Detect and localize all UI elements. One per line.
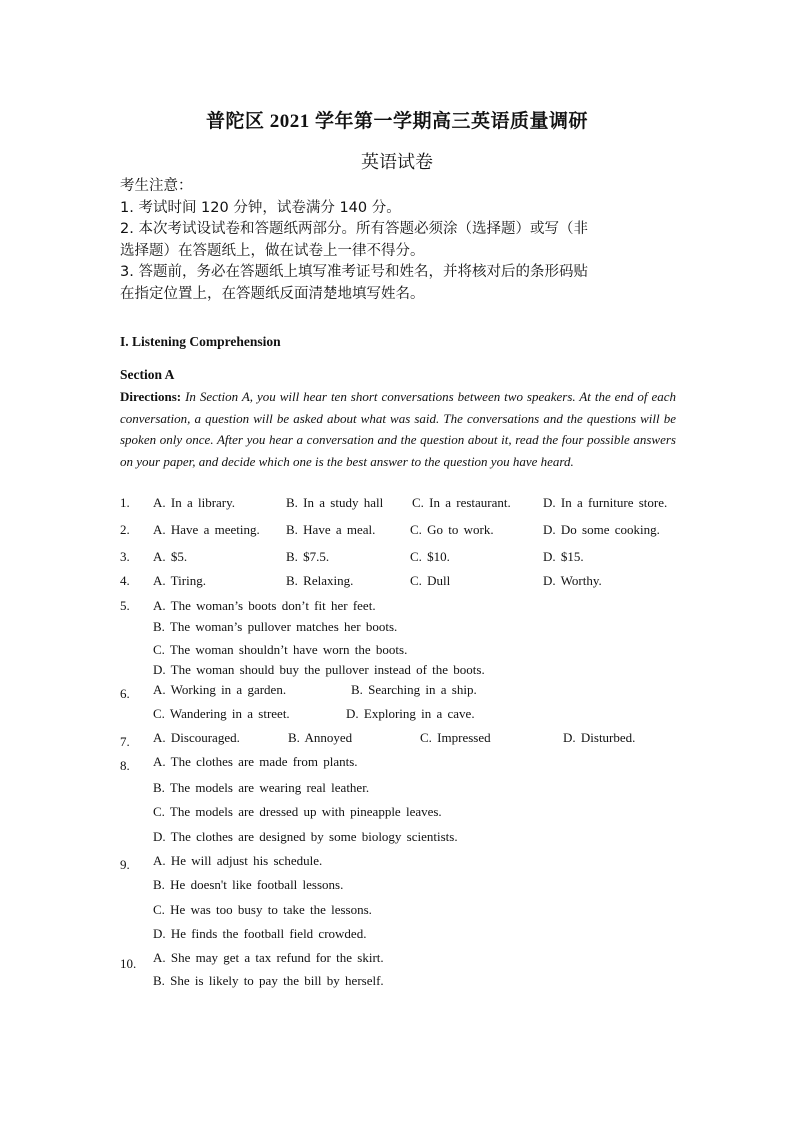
option-b: B. He doesn't like football lessons. [153, 877, 344, 892]
option-d: D. The clothes are designed by some biology scientists. [153, 829, 458, 844]
option-a: A. Tiring. [153, 573, 206, 588]
question-number: 8. [120, 758, 130, 773]
question-number: 4. [120, 573, 130, 588]
notice-line: 在指定位置上，在答题纸反面清楚地填写姓名。 [120, 285, 425, 302]
option-d: D. Do some cooking. [543, 522, 660, 537]
notice-heading: 考生注意： [120, 178, 193, 194]
option-d: D. In a furniture store. [543, 495, 668, 510]
option-d: D. $15. [543, 549, 584, 564]
option-a: A. She may get a tax refund for the skirt. [153, 950, 384, 965]
option-c: C. Wandering in a street. [153, 706, 290, 721]
option-c: C. The woman shouldn’t have worn the boots. [153, 642, 408, 657]
question-number: 1. [120, 495, 130, 510]
exam-subtitle: 英语试卷 [361, 152, 433, 172]
exam-title: 普陀区 2021 学年第一学期高三英语质量调研 [205, 111, 588, 132]
question-number: 2. [120, 522, 130, 537]
candidate-notice [120, 176, 680, 305]
option-c: C. The models are dressed up with pineapple leaves. [153, 804, 442, 819]
option-a: A. The clothes are made from plants. [153, 754, 358, 769]
option-a: A. In a library. [153, 495, 236, 510]
option-b: B. Have a meal. [286, 522, 376, 537]
option-b: B. Relaxing. [286, 573, 354, 588]
option-c: C. Dull [410, 573, 451, 588]
option-d: D. Worthy. [543, 573, 602, 588]
option-c: C. In a restaurant. [412, 495, 511, 510]
question-number: 3. [120, 549, 130, 564]
option-b: B. The woman’s pullover matches her boots. [153, 619, 398, 634]
notice-line: 3. 答题前，务必在答题纸上填写准考证号和姓名，并将核对后的条形码贴 [120, 264, 588, 280]
directions [120, 386, 676, 472]
question-number: 5. [120, 598, 130, 613]
option-d: D. Exploring in a cave. [346, 706, 475, 721]
option-a: A. Discouraged. [153, 730, 240, 745]
option-c: C. Impressed [420, 730, 491, 745]
option-a: A. He will adjust his schedule. [153, 853, 323, 868]
option-d: D. He finds the football field crowded. [153, 926, 367, 941]
option-d: D. Disturbed. [563, 730, 636, 745]
notice-line: 选择题）在答题纸上，做在试卷上一律不得分。 [120, 242, 425, 259]
question-number: 9. [120, 857, 130, 872]
notice-line: 1. 考试时间 120 分钟，试卷满分 140 分。 [120, 199, 401, 216]
directions-label: Directions: [120, 389, 182, 404]
option-b: B. Searching in a ship. [351, 682, 477, 697]
option-b: B. In a study hall [286, 495, 384, 510]
option-b: B. The models are wearing real leather. [153, 780, 370, 795]
question-number: 10. [120, 956, 137, 971]
option-b: B. She is likely to pay the bill by herself. [153, 973, 384, 988]
option-a: A. $5. [153, 549, 188, 564]
option-d: D. The woman should buy the pullover instead of the boots. [153, 662, 485, 677]
question-number: 6. [120, 686, 130, 701]
question-number: 7. [120, 734, 130, 749]
section-heading: Section A [120, 367, 175, 382]
option-a: A. Have a meeting. [153, 522, 260, 537]
option-a: A. Working in a garden. [153, 682, 287, 697]
option-c: C. He was too busy to take the lessons. [153, 902, 372, 917]
directions-text: In Section A, you will hear ten short conversations between two speakers. At the end of each conversation, a question will be asked about what was said. The conversations and the questions will be spoken only once. After you hear a conversation and the question about it, read the four possible answers on your paper, and decide which one is the best answer to the question you have heard. [120, 389, 676, 469]
option-a: A. The woman’s boots don’t fit her feet. [153, 598, 376, 613]
option-c: C. $10. [410, 549, 450, 564]
option-b: B. Annoyed [288, 730, 353, 745]
option-c: C. Go to work. [410, 522, 494, 537]
notice-line: 2. 本次考试设试卷和答题纸两部分。所有答题必须涂（选择题）或写（非 [120, 221, 588, 237]
part-heading: I. Listening Comprehension [120, 334, 281, 349]
option-b: B. $7.5. [286, 549, 330, 564]
